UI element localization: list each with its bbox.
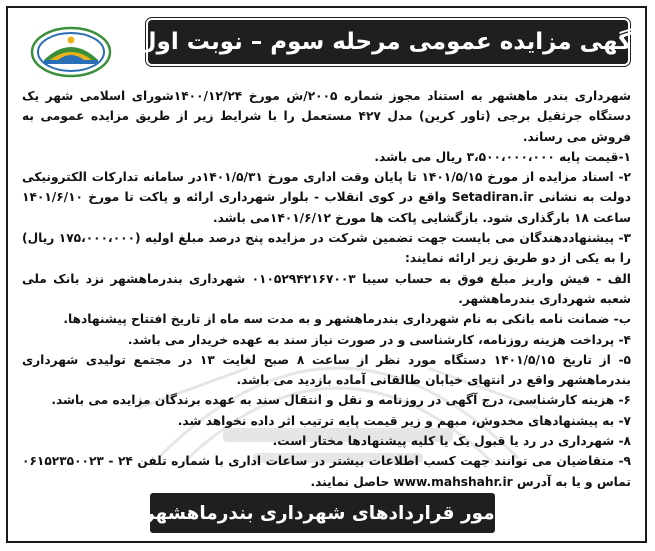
- intro-paragraph: شهرداری بندر ماهشهر به استناد مجوز شماره ۲۰۰۵/ش مورخ ۱۴۰۰/۱۲/۲۴شورای اسلامی شهر یک دستگاه جرثقیل برجی (تاور کرین) مدل ۴۲۷ مستعمل را با شرایط زیر از طریق مزایده عمومی به فروش می رساند.: [22, 89, 631, 144]
- mahshahr-website-link[interactable]: www.mahshahr.ir: [393, 474, 513, 489]
- footer-banner: [143, 493, 501, 533]
- setadiran-link[interactable]: Setadiran.ir: [451, 190, 534, 205]
- footer-title: امور قراردادهای شهرداری بندرماهشهر: [143, 502, 501, 524]
- item-9-text-a: ۹- متقاضیان می توانند جهت کسب اطلاعات بیشتر در ساعات اداری با شماره تلفن ۲۴ - ۰۶۱۵۲۳۵۰۰۲۳ تماس و یا به آدرس: [22, 454, 631, 489]
- item-2-text-b: واقع در کوی انقلاب - بلوار شهرداری ارائه و پاکت تا مورخ ۱۴۰۱/۶/۱۰ ساعت ۱۸ بارگذاری شود. بازگشایی پاکت ها مورخ ۱۴۰۱/۶/۱۲می باشد.: [22, 190, 631, 225]
- advertisement-page: [6, 6, 647, 543]
- item-9-contact: [22, 451, 631, 492]
- item-4-costs: ۴- پرداخت هزینه روزنامه، کارشناسی و در صورت نیاز سند به عهده خریدار می باشد.: [127, 332, 631, 347]
- item-3a-deposit: الف - فیش واریز مبلغ فوق به حساب سیبا ۰۱۰۵۲۹۴۲۱۶۷۰۰۳ شهرداری بندرماهشهر نزد بانک ملی شعبه شهرداری بندرماهشهر.: [22, 271, 631, 306]
- item-3b-bank-guarantee: ب- ضمانت نامه بانکی به نام شهرداری بندرماهشهر و به مدت سه ماه از تاریخ افتتاح پیشنهادها.: [63, 312, 631, 327]
- item-3-guarantee: ۳- پیشنهاددهندگان می بایست جهت تضمین شرکت در مزایده پنج درصد مبلغ اولیه (۱۷۵،۰۰۰،۰۰۰ ریال) را به یکی از دو طریق زیر ارائه نمایند:: [22, 231, 631, 266]
- item-1-base-price: ۱-قیمت پایه ۳،۵۰۰،۰۰۰،۰۰۰ ریال می باشد.: [374, 149, 631, 164]
- item-2-text-a: ۲- اسناد مزایده از مورخ ۱۴۰۱/۵/۱۵ تا پایان وقت اداری مورخ ۱۴۰۱/۵/۳۱در سامانه تدارکات الکترونیکی دولت به نشانی: [22, 170, 631, 205]
- item-8-rejection-right: ۸- شهرداری در رد یا قبول یک یا کلیه پیشنهادها مختار است.: [272, 434, 631, 449]
- item-5-inspection: ۵- از تاریخ ۱۴۰۱/۵/۱۵ دستگاه مورد نظر از ساعت ۸ صبح لغایت ۱۳ در مجتمع تولیدی شهرداری بندرماهشهر واقع در انتهای خیابان طالقانی آماده بازدید می باشد.: [22, 352, 631, 388]
- municipality-emblem-icon: [30, 26, 112, 78]
- header-title: آگهی مزایده عمومی مرحله سوم – نوبت اول: [136, 29, 640, 55]
- item-6-fees: ۶- هزینه کارشناسی، درج آگهی در روزنامه و نقل و انتقال سند به عهده برندگان مزایده می باشد.: [51, 393, 631, 408]
- item-7-invalid-bids: ۷- به پیشنهادهای مخدوش، مبهم و زیر قیمت پایه ترتیب اثر داده نخواهد شد.: [177, 413, 631, 428]
- item-2-documents: [22, 167, 631, 228]
- header-banner: [136, 20, 640, 64]
- advertisement-body: [22, 86, 631, 492]
- item-9-text-b: حاصل نمایند.: [310, 474, 390, 489]
